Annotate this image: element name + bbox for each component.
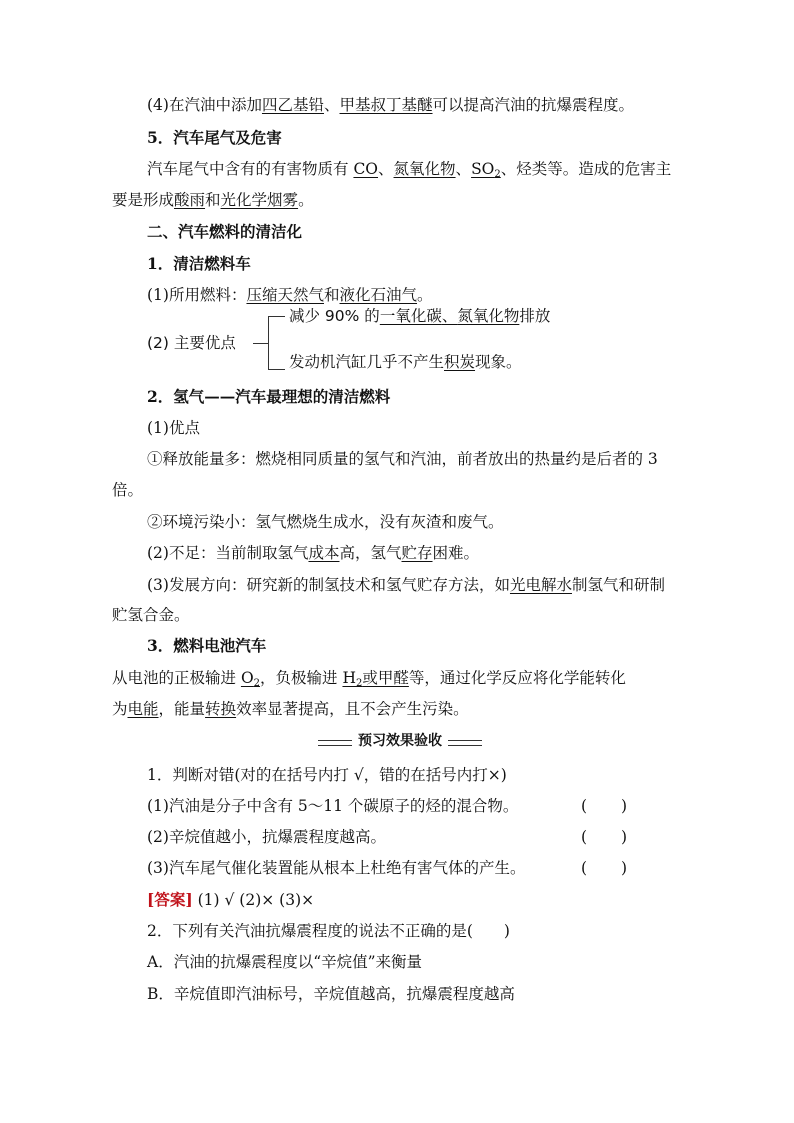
section-banner bbox=[318, 731, 482, 751]
answer-blank: 光电解水 bbox=[509, 576, 572, 594]
paragraph-exhaust-2 bbox=[112, 190, 314, 210]
advantage-item-2 bbox=[289, 352, 522, 372]
subscript: 2 bbox=[253, 678, 261, 689]
text: 制氢气和研制 bbox=[571, 576, 665, 594]
answer-blank: 氮氧化物 bbox=[457, 307, 520, 325]
answer-blank: 甲基叔丁基醚 bbox=[339, 96, 433, 114]
text: 困难。 bbox=[432, 544, 480, 562]
text: (3)发展方向：研究新的制氢技术和氢气贮存方法，如 bbox=[147, 576, 510, 594]
text: ，能量 bbox=[158, 700, 206, 718]
text: 效率显著提高，且不会产生污染。 bbox=[236, 700, 469, 718]
answer-blank: 贮存 bbox=[401, 544, 433, 562]
text: 、烃类等。造成的危害主 bbox=[500, 160, 672, 178]
text: 、 bbox=[323, 96, 340, 114]
fuel-cell-paragraph-1 bbox=[112, 668, 626, 688]
heading-hydrogen: 2．氢气——汽车最理想的清洁燃料 bbox=[147, 387, 391, 406]
text: ( bbox=[581, 828, 588, 846]
paragraph-s4 bbox=[147, 95, 634, 115]
pros-item-1: ①释放能量多：燃烧相同质量的氢气和汽油，前者放出的热量约是后者的 3 bbox=[147, 450, 658, 468]
answer-blank: 积炭 bbox=[444, 353, 476, 371]
answer-blank: CO bbox=[353, 160, 379, 178]
text: ) bbox=[620, 828, 627, 846]
text: 汽车尾气中含有的有害物质有 bbox=[147, 160, 354, 178]
text: 减少 90% 的 bbox=[289, 307, 380, 325]
heading-clean-fuel: 1．清洁燃料车 bbox=[147, 254, 251, 273]
answer-blank: 压缩天然气 bbox=[246, 286, 324, 304]
text: ( bbox=[581, 797, 588, 815]
text: ，负极输进 bbox=[260, 669, 343, 687]
subscript: 2 bbox=[356, 678, 363, 689]
answer-blank: 四乙基铅 bbox=[261, 96, 324, 114]
answer-line bbox=[147, 890, 314, 910]
text: H bbox=[342, 669, 356, 687]
answer-parentheses bbox=[581, 796, 627, 816]
text: ) bbox=[620, 797, 627, 815]
answer-blank: 成本 bbox=[308, 544, 340, 562]
paragraph-fuel bbox=[147, 285, 433, 305]
text: 和 bbox=[205, 191, 221, 209]
fuel-cell-paragraph-2 bbox=[112, 699, 469, 719]
text: 、 bbox=[455, 160, 472, 178]
text: 可以提高汽油的抗爆震程度。 bbox=[432, 96, 635, 114]
answer-blank bbox=[342, 669, 408, 687]
banner-label: 预习效果验收 bbox=[358, 733, 442, 749]
answer-blank: 一氧化碳 bbox=[379, 307, 442, 325]
text: 发动机汽缸几乎不产生 bbox=[289, 353, 445, 371]
bracket-stem bbox=[253, 343, 268, 344]
section-heading: 二、汽车燃料的清洁化 bbox=[147, 222, 303, 241]
option-a: A．汽油的抗爆震程度以“辛烷值”来衡量 bbox=[147, 953, 423, 971]
pros-heading: (1)优点 bbox=[147, 419, 200, 437]
cons-paragraph bbox=[147, 543, 479, 563]
text: 、 bbox=[378, 160, 394, 178]
question-1-item: (2)辛烷值越小，抗爆震程度越高。 bbox=[147, 828, 386, 846]
answer-blank bbox=[241, 669, 260, 687]
question-1-item: (3)汽车尾气催化装置能从根本上杜绝有害气体的产生。 bbox=[147, 859, 526, 877]
answer-blank: 酸雨 bbox=[174, 191, 206, 209]
heading-fuel-cell: 3．燃料电池汽车 bbox=[147, 636, 267, 655]
text: 或甲醛 bbox=[362, 669, 409, 687]
text: 从电池的正极输进 bbox=[112, 669, 241, 687]
text: 和 bbox=[323, 286, 340, 304]
answer-blank: 氮氧化物 bbox=[393, 160, 456, 178]
text: (1)所用燃料： bbox=[147, 286, 247, 304]
text: 高，氢气 bbox=[339, 544, 402, 562]
paragraph-exhaust-1 bbox=[147, 159, 671, 179]
subscript: 2 bbox=[494, 169, 501, 180]
direction-paragraph-cont: 贮氢合金。 bbox=[112, 606, 190, 624]
answer-parentheses bbox=[581, 858, 627, 878]
answer-blank bbox=[471, 160, 501, 178]
option-b: B．辛烷值即汽油标号，辛烷值越高，抗爆震程度越高 bbox=[147, 985, 515, 1003]
text: 要是形成 bbox=[112, 191, 175, 209]
pros-item-2: ②环境污染小：氢气燃烧生成水，没有灰渣和废气。 bbox=[147, 513, 504, 531]
answer-parentheses bbox=[581, 827, 627, 847]
heading-exhaust: 5．汽车尾气及危害 bbox=[147, 128, 282, 147]
text: O bbox=[240, 669, 254, 687]
text: SO bbox=[471, 160, 495, 178]
bracket bbox=[268, 316, 285, 370]
answer-blank: 液化石油气 bbox=[339, 286, 418, 304]
answer-text: (1) √ (2)× (3)× bbox=[192, 891, 315, 909]
question-2-title: 2．下列有关汽油抗爆震程度的说法不正确的是( ) bbox=[147, 922, 510, 940]
text: ( bbox=[581, 859, 588, 877]
banner-rule-left bbox=[318, 740, 352, 746]
advantages-label: (2) 主要优点 bbox=[147, 334, 236, 352]
answer-blank: 电能 bbox=[127, 700, 159, 718]
pros-item-1-cont: 倍。 bbox=[112, 481, 144, 499]
answer-blank: 转换 bbox=[205, 700, 237, 718]
text: 。 bbox=[417, 286, 433, 304]
text: 。 bbox=[298, 191, 314, 209]
text: 为 bbox=[112, 700, 128, 718]
text: 、 bbox=[441, 307, 458, 325]
text: (2)不足：当前制取氢气 bbox=[147, 544, 309, 562]
text: (4)在汽油中添加 bbox=[147, 96, 262, 114]
answer-tag: [答案] bbox=[147, 890, 193, 909]
answer-blank: 光化学烟雾 bbox=[220, 191, 299, 209]
banner-rule-right bbox=[448, 740, 482, 746]
text: 现象。 bbox=[475, 353, 522, 371]
text: 排放 bbox=[519, 307, 551, 325]
direction-paragraph bbox=[147, 575, 665, 595]
text: 等，通过化学反应将化学能转化 bbox=[408, 669, 626, 687]
text: ) bbox=[620, 859, 627, 877]
advantage-item-1 bbox=[289, 306, 550, 326]
question-1-title: 1．判断对错(对的在括号内打 √，错的在括号内打×) bbox=[147, 766, 507, 784]
question-1-item: (1)汽油是分子中含有 5～11 个碳原子的烃的混合物。 bbox=[147, 797, 519, 815]
